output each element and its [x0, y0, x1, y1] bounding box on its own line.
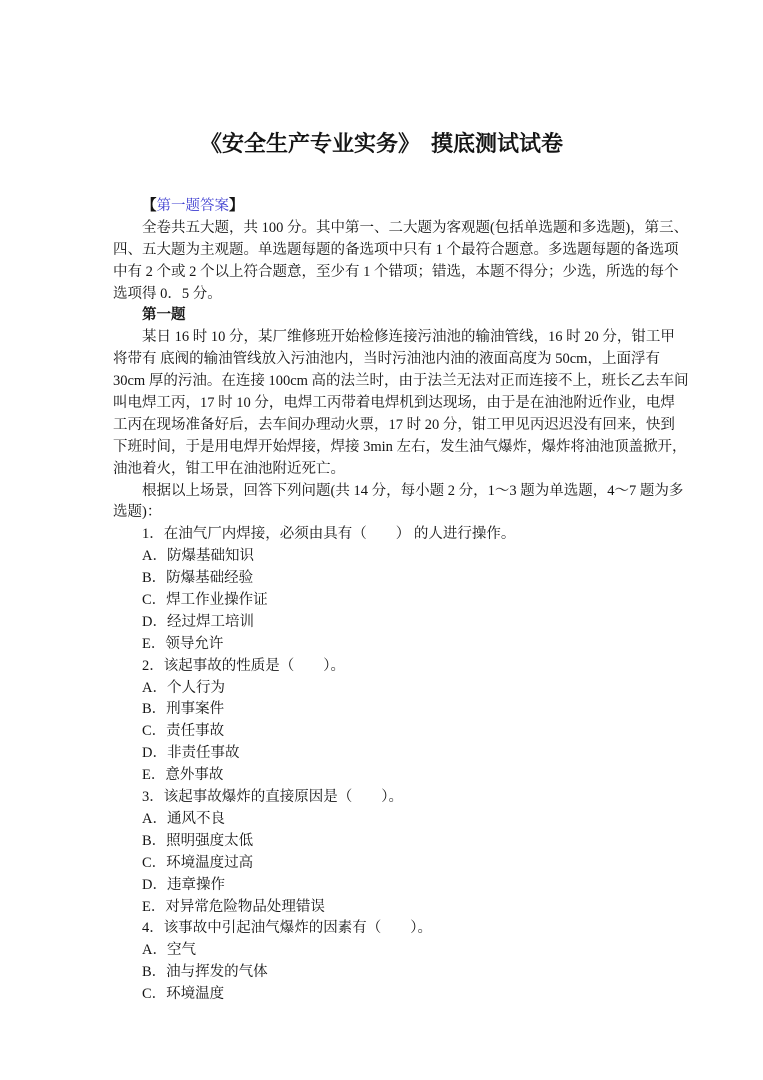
question-4-option-c: C．环境温度: [142, 986, 225, 1003]
question-4-option-b: B．油与挥发的气体: [142, 964, 268, 981]
question-2-option-d: D．非责任事故: [142, 745, 240, 762]
answer-heading-bracket-open: 【: [142, 198, 157, 214]
document-lines: [113, 196, 689, 1006]
scenario-line-7: 油池着火，钳工甲在油池附近死亡。: [113, 460, 345, 477]
section-heading-question-1: 第一题: [142, 307, 186, 324]
question-1-option-a: A．防爆基础知识: [142, 548, 254, 565]
question-2-stem: 2．该起事故的性质是（ ）。: [142, 657, 345, 674]
answer-heading-bracket-close: 】: [229, 198, 244, 214]
scenario-line-1: 某日 16 时 10 分，某厂维修班开始检修连接污油池的输油管线，16 时 20 分，钳工甲: [142, 329, 675, 346]
exam-instructions-line-3: 中有 2 个或 2 个以上符合题意，至少有 1 个错项；错选，本题不得分；少选，所选的每个: [113, 263, 679, 280]
question-1-option-e: E．领导允许: [142, 635, 224, 652]
scenario-line-4: 叫电焊工丙，17 时 10 分，电焊工丙带着电焊机到达现场，由于是在油池附近作业，电焊: [113, 395, 675, 412]
question-4-option-a: A．空气: [142, 942, 196, 959]
question-4-stem: 4．该事故中引起油气爆炸的因素有（ ）。: [142, 920, 432, 937]
question-3-stem: 3．该起事故爆炸的直接原因是（ ）。: [142, 789, 403, 806]
question-2-option-e: E．意外事故: [142, 767, 224, 784]
question-2-option-c: C．责任事故: [142, 723, 225, 740]
answer-link[interactable]: 第一题答案: [156, 198, 229, 214]
question-3-option-a: A．通风不良: [142, 810, 225, 827]
scenario-line-6: 下班时间，于是用电焊开始焊接，焊接 3min 左右，发生油气爆炸，爆炸将油池顶盖掀开，: [113, 438, 687, 455]
question-3-option-d: D．违章操作: [142, 876, 225, 893]
exam-instructions-line-2: 四、五大题为主观题。单选题每题的备选项中只有 1 个最符合题意。多选题每题的备选项: [113, 241, 679, 258]
answer-heading: [113, 196, 659, 218]
scenario-line-2: 将带有 底阀的输油管线放入污油池内，当时污油池内油的液面高度为 50cm，上面浮有: [113, 351, 660, 368]
question-3-option-b: B．照明强度太低: [142, 832, 254, 849]
scenario-line-3: 30cm 厚的污油。在连接 100cm 高的法兰时，由于法兰无法对正而连接不上，班长乙去车间: [113, 373, 689, 390]
exam-instructions-line-4: 选项得 0．5 分。: [113, 285, 222, 302]
question-1-option-c: C．焊工作业操作证: [142, 592, 268, 609]
question-2-option-a: A．个人行为: [142, 679, 225, 696]
question-3-option-c: C．环境温度过高: [142, 854, 254, 871]
question-3-option-e: E．对异常危险物品处理错误: [142, 898, 325, 915]
question-intro-line-2: 选题)：: [113, 504, 162, 521]
question-1-stem: 1．在油气厂内焊接，必须由具有（ ） 的人进行操作。: [142, 526, 516, 543]
document-title: 《安全生产专业实务》 摸底测试试卷: [199, 131, 563, 156]
exam-instructions-line-1: 全卷共五大题，共 100 分。其中第一、二大题为客观题(包括单选题和多选题)，第三、: [142, 219, 689, 236]
question-2-option-b: B．刑事案件: [142, 701, 225, 718]
question-1-option-d: D．经过焊工培训: [142, 613, 254, 630]
question-1-option-b: B．防爆基础经验: [142, 570, 254, 587]
scenario-line-5: 工丙在现场准备好后，去车间办理动火票，17 时 20 分，钳工甲见丙迟迟没有回来，快到: [113, 416, 675, 433]
question-intro-line-1: 根据以上场景，回答下列问题(共 14 分，每小题 2 分，1～3 题为单选题，4～7 题为多: [142, 482, 684, 499]
